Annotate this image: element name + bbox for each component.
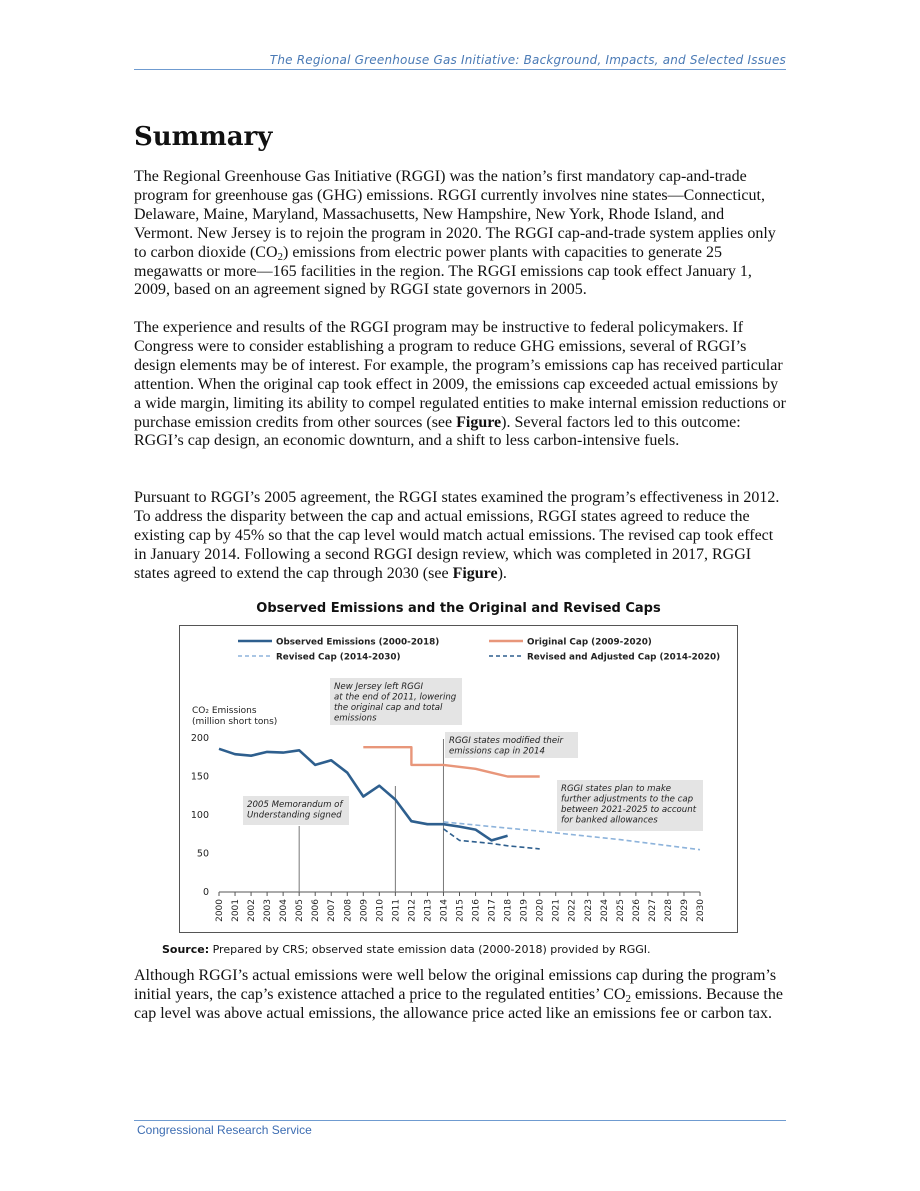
x-tick-label: 2030 — [696, 899, 706, 922]
annotation-new-jersey-text: the original cap and total — [334, 703, 443, 713]
x-tick-label: 2006 — [311, 899, 322, 922]
figure-chart-frame — [179, 625, 738, 933]
running-header: The Regional Greenhouse Gas Initiative: Background, Impacts, and Selected Issues — [269, 53, 786, 67]
emissions-chart — [180, 626, 739, 934]
section-heading: Summary — [134, 122, 273, 152]
legend-label: Observed Emissions (2000-2018) — [276, 637, 440, 648]
x-tick-label: 2012 — [407, 899, 418, 922]
annotation-new-jersey-text: at the end of 2011, lowering — [334, 692, 457, 703]
x-tick-label: 2027 — [647, 899, 658, 922]
x-tick-label: 2016 — [471, 899, 482, 922]
annotation-banked-allowances-text: for banked allowances — [561, 815, 658, 826]
x-tick-label: 2013 — [423, 899, 434, 922]
x-tick-label: 2011 — [391, 899, 402, 922]
y-axis-label: (million short tons) — [192, 717, 278, 727]
x-tick-label: 2022 — [567, 899, 578, 922]
figure-source: Source: Prepared by CRS; observed state emission data (2000-2018) provided by RGGI. — [162, 943, 651, 956]
annotation-banked-allowances-text: RGGI states plan to make — [561, 784, 672, 794]
x-tick-label: 2001 — [231, 899, 242, 922]
annotation-cap-modified-text: emissions cap in 2014 — [449, 746, 545, 757]
paragraph-review: Pursuant to RGGI’s 2005 agreement, the RGGI states examined the program’s effectiveness in 2012. To address the disparity between the cap and actual emissions, RGGI states agreed to reduce the existing cap by 45% so that the cap level would match actual emissions. The revised cap took effect in January 2014. Following a second RGGI design review, which was completed in 2017, RGGI states agreed to extend the cap through 2030 (see Figure). — [134, 489, 780, 582]
x-tick-label: 2021 — [551, 899, 562, 922]
x-tick-label: 2008 — [343, 899, 354, 922]
x-tick-label: 2002 — [247, 899, 258, 922]
legend-label: Revised Cap (2014-2030) — [276, 652, 401, 663]
annotation-cap-modified-text: RGGI states modified their — [449, 736, 564, 746]
x-tick-label: 2007 — [327, 899, 338, 922]
y-tick-label: 0 — [202, 887, 209, 898]
x-tick-label: 2003 — [263, 899, 274, 922]
x-tick-label: 2000 — [215, 899, 225, 922]
x-tick-label: 2029 — [679, 899, 690, 922]
x-tick-label: 2017 — [487, 899, 498, 922]
figure-title: Observed Emissions and the Original and Revised Caps — [256, 601, 661, 616]
x-tick-label: 2025 — [615, 899, 626, 922]
x-tick-label: 2004 — [279, 899, 290, 922]
header-rule — [134, 69, 786, 70]
y-tick-label: 50 — [196, 848, 209, 860]
x-tick-label: 2009 — [359, 899, 370, 922]
annotation-new-jersey-text: emissions — [334, 713, 377, 724]
annotation-banked-allowances-text: further adjustments to the cap — [561, 794, 694, 805]
annotation-new-jersey-text: New Jersey left RGGI — [334, 682, 424, 692]
y-axis-label: CO₂ Emissions — [192, 706, 257, 716]
x-tick-label: 2023 — [583, 899, 594, 922]
x-tick-label: 2014 — [439, 899, 450, 922]
paragraph-price: Although RGGI’s actual emissions were well below the original emissions cap during the program’s initial years, the cap’s existence attached a price to the regulated entities’ $CO_2$ emissions. Because the cap level was above actual emissions, the allowance price acted like an emissions fee or carbon tax. — [134, 967, 783, 1022]
y-tick-label: 200 — [190, 733, 209, 744]
x-tick-label: 2005 — [295, 899, 306, 922]
footer-rule — [134, 1120, 786, 1121]
x-tick-label: 2024 — [599, 899, 610, 922]
paragraph-experience: The experience and results of the RGGI program may be instructive to federal policymakers. If Congress were to consider establishing a program to reduce GHG emissions, several of RGGI’s design elements may be of interest. For example, the program’s emissions cap has received particular attention. When the original cap took effect in 2009, the emissions cap exceeded actual emissions by a wide margin, limiting its ability to compel regulated entities to make internal emission reductions or purchase emission credits from other sources (see Figure). Several factors led to this outcome: RGGI’s cap design, an economic downturn, and a shift to less carbon-intensive fuels. — [134, 319, 787, 450]
legend-label: Revised and Adjusted Cap (2014-2020) — [527, 652, 721, 663]
annotation-memorandum-text: Understanding signed — [247, 810, 342, 821]
footer-text: Congressional Research Service — [137, 1123, 312, 1137]
x-tick-label: 2026 — [631, 899, 642, 922]
x-tick-label: 2019 — [519, 899, 530, 922]
x-tick-label: 2020 — [535, 899, 546, 922]
y-tick-label: 150 — [190, 771, 209, 783]
annotation-banked-allowances-text: between 2021-2025 to account — [561, 805, 697, 815]
observed-emissions-line — [219, 749, 508, 841]
x-tick-label: 2010 — [375, 899, 386, 922]
x-tick-label: 2028 — [663, 899, 674, 922]
x-tick-label: 2015 — [455, 899, 466, 922]
annotation-memorandum-text: 2005 Memorandum of — [247, 800, 343, 810]
x-tick-label: 2018 — [503, 899, 514, 922]
y-tick-label: 100 — [190, 810, 209, 821]
legend-label: Original Cap (2009-2020) — [527, 637, 652, 648]
paragraph-intro: The Regional Greenhouse Gas Initiative (RGGI) was the nation’s first mandatory cap-and-trade program for greenhouse gas (GHG) emissions. RGGI currently involves nine states—Connecticut, Delaware, Maine, Maryland, Massachusetts, New Hampshire, New York, Rhode Island, and Vermont. New Jersey is to rejoin the program in 2020. The RGGI cap-and-trade system applies only to carbon dioxide $(CO_2)$ emissions from electric power plants with capacities to generate 25 megawatts or more—165 facilities in the region. The RGGI emissions cap took effect January 1, 2009, based on an agreement signed by RGGI state governors in 2005. — [134, 168, 776, 299]
